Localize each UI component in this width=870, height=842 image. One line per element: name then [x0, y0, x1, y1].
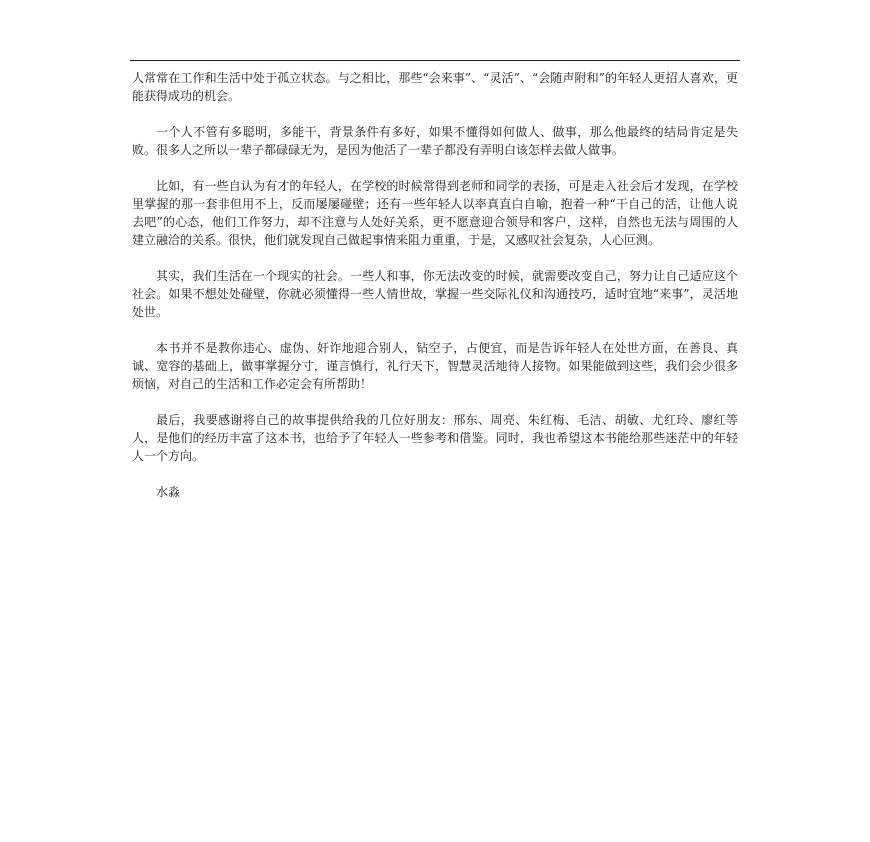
header-rule [130, 60, 740, 61]
document-body [132, 69, 738, 501]
paragraph: 比如，有一些自认为有才的年轻人，在学校的时候常得到老师和同学的表扬，可是走入社会后才发现，在学校里掌握的那一套非但用不上，反而屡屡碰壁；还有一些年轻人以率真直白自喻，抱着一种“干自己的活，让他人说去吧”的心态，他们工作努力，却不注意与人处好关系，更不愿意迎合领导和客户，这样，自然也无法与周围的人建立融洽的关系。很快，他们就发现自己做起事情来阻力重重，于是，又感叹社会复杂，人心叵测。 [132, 179, 738, 247]
author-signature: 水淼 [156, 485, 181, 499]
paragraph: 最后，我要感谢将自己的故事提供给我的几位好朋友：邢东、周亮、朱红梅、毛洁、胡敏、尤红玲、廖红等人，是他们的经历丰富了这本书，也给予了年轻人一些参考和借鉴。同时，我也希望这本书能给那些迷茫中的年轻人一个方向。 [132, 413, 738, 463]
paragraph: 人常常在工作和生活中处于孤立状态。与之相比，那些“会来事”、“灵活”、“会随声附和”的年轻人更招人喜欢，更能获得成功的机会。 [132, 71, 738, 103]
paragraph: 其实，我们生活在一个现实的社会。一些人和事，你无法改变的时候，就需要改变自己，努力让自己适应这个社会。如果不想处处碰壁，你就必须懂得一些人情世故，掌握一些交际礼仪和沟通技巧，适时宜地“来事”，灵活地处世。 [132, 269, 738, 319]
paragraph: 一个人不管有多聪明，多能干，背景条件有多好，如果不懂得如何做人、做事，那么他最终的结局肯定是失败。很多人之所以一辈子都碌碌无为，是因为他活了一辈子都没有弄明白该怎样去做人做事。 [132, 125, 738, 157]
paragraph: 本书并不是教你违心、虚伪、奸诈地迎合别人，钻空子，占便宜，而是告诉年轻人在处世方面，在善良、真诚、宽容的基础上，做事掌握分寸，谨言慎行，礼行天下，智慧灵活地待人接物。如果能做到这些，我们会少很多烦恼，对自己的生活和工作必定会有所帮助！ [132, 341, 738, 391]
